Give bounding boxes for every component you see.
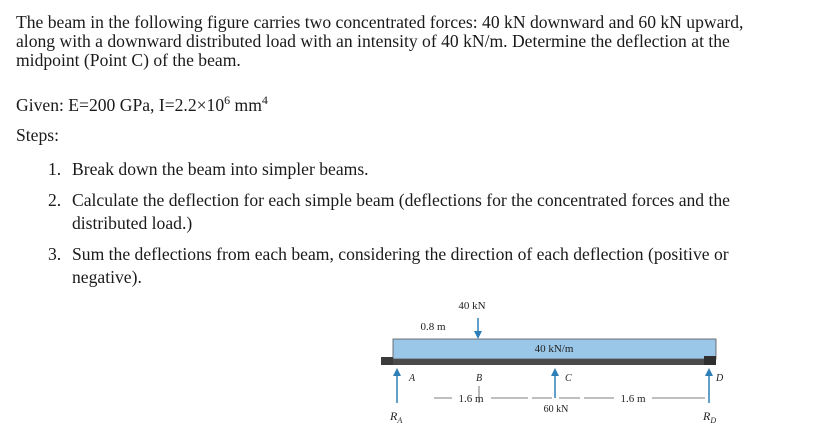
load-60kn-label: 60 kN (543, 404, 569, 415)
given-exponent: 6 (224, 93, 231, 107)
beam-left-end (381, 357, 393, 365)
point-a-label: A (409, 373, 416, 384)
load-60kn-arrow (551, 368, 559, 398)
reaction-d-label: $R_D$ (703, 409, 717, 425)
span-right-label: 1.6 m (620, 393, 646, 405)
step-number: 3. (48, 244, 62, 264)
step-number: 2. (48, 190, 62, 210)
point-d-label: D (716, 373, 724, 384)
given-unit-exponent: 4 (261, 93, 268, 107)
point-c-label: C (565, 373, 572, 384)
load-40kn-label: 40 kN (458, 300, 486, 312)
given-unit: mm (230, 95, 262, 115)
load-40kn-arrow (474, 318, 482, 339)
steps-heading: Steps: (16, 125, 60, 145)
given-prefix: Given: E=200 GPa, I=2.2×10 (16, 95, 225, 115)
dimension-0-8m-label: 0.8 m (420, 321, 446, 333)
distributed-load-label: 40 kN/m (534, 343, 574, 355)
step-text: Sum the deflections from each beam, considering the direction of each deflection (positive or negative). (72, 244, 729, 287)
step-text: Calculate the deflection for each simple beam (deflections for the concentrated forces and the distributed load.) (72, 190, 730, 233)
beam-right-end (704, 356, 716, 365)
reaction-d-arrow (705, 368, 713, 403)
problem-statement: The beam in the following figure carries two concentrated forces: 40 kN downward and 60 kN upward, along with a downward distributed load with an intensity of 40 kN/m. Determine the deflection at the midpoint (Point C) of the beam. (16, 12, 744, 70)
reaction-a-label: $R_A$ (390, 409, 403, 425)
step-text: Break down the beam into simpler beams. (72, 159, 369, 179)
step-number: 1. (48, 159, 62, 179)
reaction-a-arrow (393, 368, 401, 403)
point-b-label: B (475, 373, 483, 384)
span-left-label: 1.6 m (458, 393, 484, 405)
